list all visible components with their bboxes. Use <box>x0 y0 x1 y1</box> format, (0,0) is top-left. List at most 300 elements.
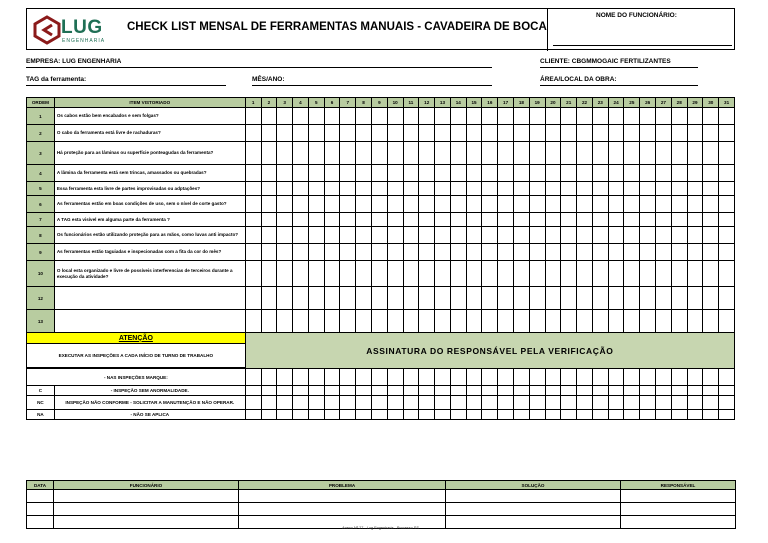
check-cell[interactable] <box>671 244 687 261</box>
signature-cell[interactable] <box>293 386 309 396</box>
signature-cell[interactable] <box>403 410 419 420</box>
signature-cell[interactable] <box>561 396 577 410</box>
check-cell[interactable] <box>293 182 309 196</box>
check-cell[interactable] <box>514 310 530 333</box>
check-cell[interactable] <box>482 196 498 213</box>
signature-cell[interactable] <box>277 396 293 410</box>
check-cell[interactable] <box>245 213 261 227</box>
signature-cell[interactable] <box>719 410 735 420</box>
check-cell[interactable] <box>671 310 687 333</box>
check-cell[interactable] <box>466 182 482 196</box>
check-cell[interactable] <box>514 142 530 165</box>
check-cell[interactable] <box>403 287 419 310</box>
check-cell[interactable] <box>356 310 372 333</box>
check-cell[interactable] <box>514 165 530 182</box>
signature-cell[interactable] <box>245 396 261 410</box>
check-cell[interactable] <box>671 108 687 125</box>
signature-cell[interactable] <box>261 396 277 410</box>
check-cell[interactable] <box>356 165 372 182</box>
check-cell[interactable] <box>261 125 277 142</box>
signature-cell[interactable] <box>419 396 435 410</box>
check-cell[interactable] <box>703 287 719 310</box>
check-cell[interactable] <box>545 227 561 244</box>
signature-cell[interactable] <box>403 386 419 396</box>
check-cell[interactable] <box>450 227 466 244</box>
signature-cell[interactable] <box>482 396 498 410</box>
check-cell[interactable] <box>592 196 608 213</box>
check-cell[interactable] <box>387 227 403 244</box>
check-cell[interactable] <box>687 108 703 125</box>
signature-cell[interactable] <box>261 386 277 396</box>
signature-cell[interactable] <box>356 369 372 386</box>
check-cell[interactable] <box>403 165 419 182</box>
check-cell[interactable] <box>308 310 324 333</box>
check-cell[interactable] <box>403 182 419 196</box>
check-cell[interactable] <box>498 287 514 310</box>
check-cell[interactable] <box>545 244 561 261</box>
signature-cell[interactable] <box>356 410 372 420</box>
check-cell[interactable] <box>308 261 324 287</box>
signature-cell[interactable] <box>719 386 735 396</box>
check-cell[interactable] <box>293 125 309 142</box>
signature-cell[interactable] <box>703 410 719 420</box>
check-cell[interactable] <box>514 261 530 287</box>
signature-cell[interactable] <box>687 396 703 410</box>
signature-cell[interactable] <box>514 386 530 396</box>
signature-cell[interactable] <box>324 369 340 386</box>
check-cell[interactable] <box>466 261 482 287</box>
signature-cell[interactable] <box>608 386 624 396</box>
check-cell[interactable] <box>577 182 593 196</box>
check-cell[interactable] <box>482 108 498 125</box>
check-cell[interactable] <box>624 125 640 142</box>
check-cell[interactable] <box>687 287 703 310</box>
check-cell[interactable] <box>324 261 340 287</box>
check-cell[interactable] <box>498 310 514 333</box>
check-cell[interactable] <box>403 196 419 213</box>
check-cell[interactable] <box>656 196 672 213</box>
check-cell[interactable] <box>371 165 387 182</box>
check-cell[interactable] <box>656 261 672 287</box>
check-cell[interactable] <box>435 196 451 213</box>
check-cell[interactable] <box>450 261 466 287</box>
check-cell[interactable] <box>687 261 703 287</box>
signature-cell[interactable] <box>640 410 656 420</box>
check-cell[interactable] <box>624 310 640 333</box>
check-cell[interactable] <box>450 244 466 261</box>
signature-cell[interactable] <box>482 369 498 386</box>
check-cell[interactable] <box>640 244 656 261</box>
check-cell[interactable] <box>561 182 577 196</box>
check-cell[interactable] <box>340 244 356 261</box>
check-cell[interactable] <box>466 227 482 244</box>
check-cell[interactable] <box>293 261 309 287</box>
check-cell[interactable] <box>261 310 277 333</box>
check-cell[interactable] <box>245 244 261 261</box>
signature-cell[interactable] <box>293 410 309 420</box>
problem-log-row[interactable] <box>27 490 736 503</box>
check-cell[interactable] <box>498 196 514 213</box>
check-cell[interactable] <box>450 196 466 213</box>
check-cell[interactable] <box>703 261 719 287</box>
signature-cell[interactable] <box>577 410 593 420</box>
check-cell[interactable] <box>545 287 561 310</box>
signature-cell[interactable] <box>308 410 324 420</box>
signature-cell[interactable] <box>419 369 435 386</box>
check-cell[interactable] <box>387 261 403 287</box>
check-cell[interactable] <box>719 142 735 165</box>
signature-cell[interactable] <box>450 410 466 420</box>
check-cell[interactable] <box>419 142 435 165</box>
signature-cell[interactable] <box>340 410 356 420</box>
check-cell[interactable] <box>356 142 372 165</box>
check-cell[interactable] <box>624 244 640 261</box>
signature-cell[interactable] <box>450 386 466 396</box>
check-cell[interactable] <box>577 213 593 227</box>
check-cell[interactable] <box>245 196 261 213</box>
check-cell[interactable] <box>293 287 309 310</box>
check-cell[interactable] <box>387 287 403 310</box>
signature-cell[interactable] <box>703 396 719 410</box>
check-cell[interactable] <box>592 261 608 287</box>
signature-cell[interactable] <box>498 386 514 396</box>
check-cell[interactable] <box>387 125 403 142</box>
check-cell[interactable] <box>435 227 451 244</box>
check-cell[interactable] <box>435 261 451 287</box>
tag-line[interactable] <box>26 85 226 86</box>
check-cell[interactable] <box>403 125 419 142</box>
signature-cell[interactable] <box>592 396 608 410</box>
check-cell[interactable] <box>719 182 735 196</box>
check-cell[interactable] <box>277 244 293 261</box>
check-cell[interactable] <box>624 196 640 213</box>
check-cell[interactable] <box>419 310 435 333</box>
check-cell[interactable] <box>371 213 387 227</box>
check-cell[interactable] <box>545 213 561 227</box>
check-cell[interactable] <box>261 108 277 125</box>
check-cell[interactable] <box>577 142 593 165</box>
area-line[interactable] <box>540 85 698 86</box>
check-cell[interactable] <box>529 125 545 142</box>
check-cell[interactable] <box>561 108 577 125</box>
check-cell[interactable] <box>545 310 561 333</box>
check-cell[interactable] <box>466 287 482 310</box>
signature-cell[interactable] <box>419 386 435 396</box>
check-cell[interactable] <box>387 310 403 333</box>
signature-cell[interactable] <box>624 386 640 396</box>
check-cell[interactable] <box>340 125 356 142</box>
check-cell[interactable] <box>435 244 451 261</box>
check-cell[interactable] <box>466 165 482 182</box>
signature-cell[interactable] <box>671 410 687 420</box>
check-cell[interactable] <box>293 244 309 261</box>
check-cell[interactable] <box>577 108 593 125</box>
check-cell[interactable] <box>482 310 498 333</box>
check-cell[interactable] <box>450 142 466 165</box>
signature-cell[interactable] <box>419 410 435 420</box>
problem-log-row[interactable] <box>27 503 736 516</box>
check-cell[interactable] <box>561 165 577 182</box>
check-cell[interactable] <box>482 182 498 196</box>
check-cell[interactable] <box>656 244 672 261</box>
check-cell[interactable] <box>340 165 356 182</box>
check-cell[interactable] <box>403 244 419 261</box>
check-cell[interactable] <box>592 287 608 310</box>
signature-cell[interactable] <box>293 396 309 410</box>
check-cell[interactable] <box>371 196 387 213</box>
check-cell[interactable] <box>592 227 608 244</box>
check-cell[interactable] <box>403 261 419 287</box>
check-cell[interactable] <box>340 287 356 310</box>
check-cell[interactable] <box>640 125 656 142</box>
check-cell[interactable] <box>608 244 624 261</box>
check-cell[interactable] <box>482 142 498 165</box>
check-cell[interactable] <box>245 261 261 287</box>
check-cell[interactable] <box>577 165 593 182</box>
check-cell[interactable] <box>498 227 514 244</box>
check-cell[interactable] <box>656 227 672 244</box>
check-cell[interactable] <box>545 182 561 196</box>
signature-cell[interactable] <box>371 386 387 396</box>
check-cell[interactable] <box>419 244 435 261</box>
signature-cell[interactable] <box>293 369 309 386</box>
check-cell[interactable] <box>482 125 498 142</box>
signature-cell[interactable] <box>640 396 656 410</box>
check-cell[interactable] <box>324 213 340 227</box>
signature-cell[interactable] <box>387 386 403 396</box>
signature-cell[interactable] <box>387 410 403 420</box>
signature-cell[interactable] <box>608 410 624 420</box>
signature-cell[interactable] <box>356 386 372 396</box>
check-cell[interactable] <box>608 310 624 333</box>
check-cell[interactable] <box>308 125 324 142</box>
signature-cell[interactable] <box>561 386 577 396</box>
check-cell[interactable] <box>293 213 309 227</box>
check-cell[interactable] <box>671 261 687 287</box>
check-cell[interactable] <box>371 108 387 125</box>
check-cell[interactable] <box>545 108 561 125</box>
check-cell[interactable] <box>561 125 577 142</box>
signature-cell[interactable] <box>277 410 293 420</box>
check-cell[interactable] <box>703 244 719 261</box>
check-cell[interactable] <box>719 125 735 142</box>
check-cell[interactable] <box>308 213 324 227</box>
check-cell[interactable] <box>498 142 514 165</box>
check-cell[interactable] <box>640 182 656 196</box>
check-cell[interactable] <box>466 244 482 261</box>
signature-cell[interactable] <box>592 369 608 386</box>
check-cell[interactable] <box>577 310 593 333</box>
signature-cell[interactable] <box>514 396 530 410</box>
check-cell[interactable] <box>277 125 293 142</box>
signature-cell[interactable] <box>545 396 561 410</box>
signature-cell[interactable] <box>703 386 719 396</box>
check-cell[interactable] <box>324 142 340 165</box>
signature-cell[interactable] <box>466 396 482 410</box>
signature-cell[interactable] <box>466 386 482 396</box>
check-cell[interactable] <box>498 261 514 287</box>
check-cell[interactable] <box>719 261 735 287</box>
check-cell[interactable] <box>371 310 387 333</box>
check-cell[interactable] <box>466 213 482 227</box>
check-cell[interactable] <box>403 310 419 333</box>
check-cell[interactable] <box>577 227 593 244</box>
check-cell[interactable] <box>277 196 293 213</box>
signature-cell[interactable] <box>671 396 687 410</box>
check-cell[interactable] <box>608 182 624 196</box>
signature-cell[interactable] <box>466 410 482 420</box>
check-cell[interactable] <box>371 125 387 142</box>
check-cell[interactable] <box>340 261 356 287</box>
check-cell[interactable] <box>529 165 545 182</box>
check-cell[interactable] <box>308 287 324 310</box>
check-cell[interactable] <box>624 142 640 165</box>
check-cell[interactable] <box>308 182 324 196</box>
check-cell[interactable] <box>293 196 309 213</box>
check-cell[interactable] <box>293 227 309 244</box>
check-cell[interactable] <box>356 244 372 261</box>
check-cell[interactable] <box>703 310 719 333</box>
check-cell[interactable] <box>624 287 640 310</box>
check-cell[interactable] <box>419 213 435 227</box>
check-cell[interactable] <box>592 310 608 333</box>
check-cell[interactable] <box>419 182 435 196</box>
check-cell[interactable] <box>277 213 293 227</box>
signature-cell[interactable] <box>498 410 514 420</box>
signature-cell[interactable] <box>403 396 419 410</box>
check-cell[interactable] <box>561 227 577 244</box>
check-cell[interactable] <box>261 227 277 244</box>
check-cell[interactable] <box>387 182 403 196</box>
signature-cell[interactable] <box>498 396 514 410</box>
check-cell[interactable] <box>498 182 514 196</box>
signature-cell[interactable] <box>403 369 419 386</box>
check-cell[interactable] <box>545 261 561 287</box>
signature-cell[interactable] <box>671 369 687 386</box>
check-cell[interactable] <box>403 227 419 244</box>
check-cell[interactable] <box>719 108 735 125</box>
check-cell[interactable] <box>261 165 277 182</box>
check-cell[interactable] <box>608 165 624 182</box>
check-cell[interactable] <box>577 261 593 287</box>
check-cell[interactable] <box>466 142 482 165</box>
check-cell[interactable] <box>529 227 545 244</box>
check-cell[interactable] <box>529 310 545 333</box>
check-cell[interactable] <box>561 213 577 227</box>
check-cell[interactable] <box>356 196 372 213</box>
check-cell[interactable] <box>687 213 703 227</box>
check-cell[interactable] <box>356 227 372 244</box>
check-cell[interactable] <box>403 142 419 165</box>
check-cell[interactable] <box>356 108 372 125</box>
check-cell[interactable] <box>435 125 451 142</box>
check-cell[interactable] <box>324 287 340 310</box>
signature-cell[interactable] <box>687 369 703 386</box>
check-cell[interactable] <box>529 287 545 310</box>
check-cell[interactable] <box>450 125 466 142</box>
check-cell[interactable] <box>671 125 687 142</box>
check-cell[interactable] <box>671 196 687 213</box>
signature-cell[interactable] <box>498 369 514 386</box>
signature-cell[interactable] <box>371 396 387 410</box>
check-cell[interactable] <box>545 165 561 182</box>
check-cell[interactable] <box>245 227 261 244</box>
check-cell[interactable] <box>498 125 514 142</box>
check-cell[interactable] <box>592 142 608 165</box>
check-cell[interactable] <box>514 213 530 227</box>
check-cell[interactable] <box>545 196 561 213</box>
signature-cell[interactable] <box>435 386 451 396</box>
check-cell[interactable] <box>703 182 719 196</box>
check-cell[interactable] <box>577 125 593 142</box>
check-cell[interactable] <box>245 287 261 310</box>
check-cell[interactable] <box>450 310 466 333</box>
check-cell[interactable] <box>371 182 387 196</box>
check-cell[interactable] <box>561 142 577 165</box>
check-cell[interactable] <box>703 213 719 227</box>
check-cell[interactable] <box>419 125 435 142</box>
signature-cell[interactable] <box>245 410 261 420</box>
check-cell[interactable] <box>435 287 451 310</box>
check-cell[interactable] <box>324 227 340 244</box>
check-cell[interactable] <box>529 244 545 261</box>
check-cell[interactable] <box>498 213 514 227</box>
check-cell[interactable] <box>640 227 656 244</box>
check-cell[interactable] <box>592 244 608 261</box>
check-cell[interactable] <box>577 244 593 261</box>
signature-cell[interactable] <box>577 386 593 396</box>
check-cell[interactable] <box>529 142 545 165</box>
check-cell[interactable] <box>371 261 387 287</box>
check-cell[interactable] <box>561 287 577 310</box>
check-cell[interactable] <box>687 142 703 165</box>
signature-cell[interactable] <box>324 386 340 396</box>
check-cell[interactable] <box>261 182 277 196</box>
check-cell[interactable] <box>719 213 735 227</box>
check-cell[interactable] <box>340 213 356 227</box>
check-cell[interactable] <box>482 261 498 287</box>
check-cell[interactable] <box>640 310 656 333</box>
check-cell[interactable] <box>561 196 577 213</box>
signature-cell[interactable] <box>435 410 451 420</box>
check-cell[interactable] <box>529 196 545 213</box>
signature-cell[interactable] <box>624 410 640 420</box>
check-cell[interactable] <box>514 125 530 142</box>
signature-cell[interactable] <box>371 410 387 420</box>
check-cell[interactable] <box>719 244 735 261</box>
check-cell[interactable] <box>687 227 703 244</box>
check-cell[interactable] <box>450 165 466 182</box>
check-cell[interactable] <box>277 287 293 310</box>
signature-cell[interactable] <box>245 369 261 386</box>
signature-cell[interactable] <box>340 396 356 410</box>
check-cell[interactable] <box>687 244 703 261</box>
check-cell[interactable] <box>592 182 608 196</box>
check-cell[interactable] <box>245 125 261 142</box>
check-cell[interactable] <box>450 213 466 227</box>
signature-cell[interactable] <box>277 386 293 396</box>
check-cell[interactable] <box>324 244 340 261</box>
check-cell[interactable] <box>514 182 530 196</box>
signature-cell[interactable] <box>529 396 545 410</box>
check-cell[interactable] <box>671 142 687 165</box>
check-cell[interactable] <box>482 165 498 182</box>
check-cell[interactable] <box>529 261 545 287</box>
check-cell[interactable] <box>719 227 735 244</box>
check-cell[interactable] <box>687 182 703 196</box>
signature-cell[interactable] <box>261 369 277 386</box>
signature-cell[interactable] <box>656 369 672 386</box>
